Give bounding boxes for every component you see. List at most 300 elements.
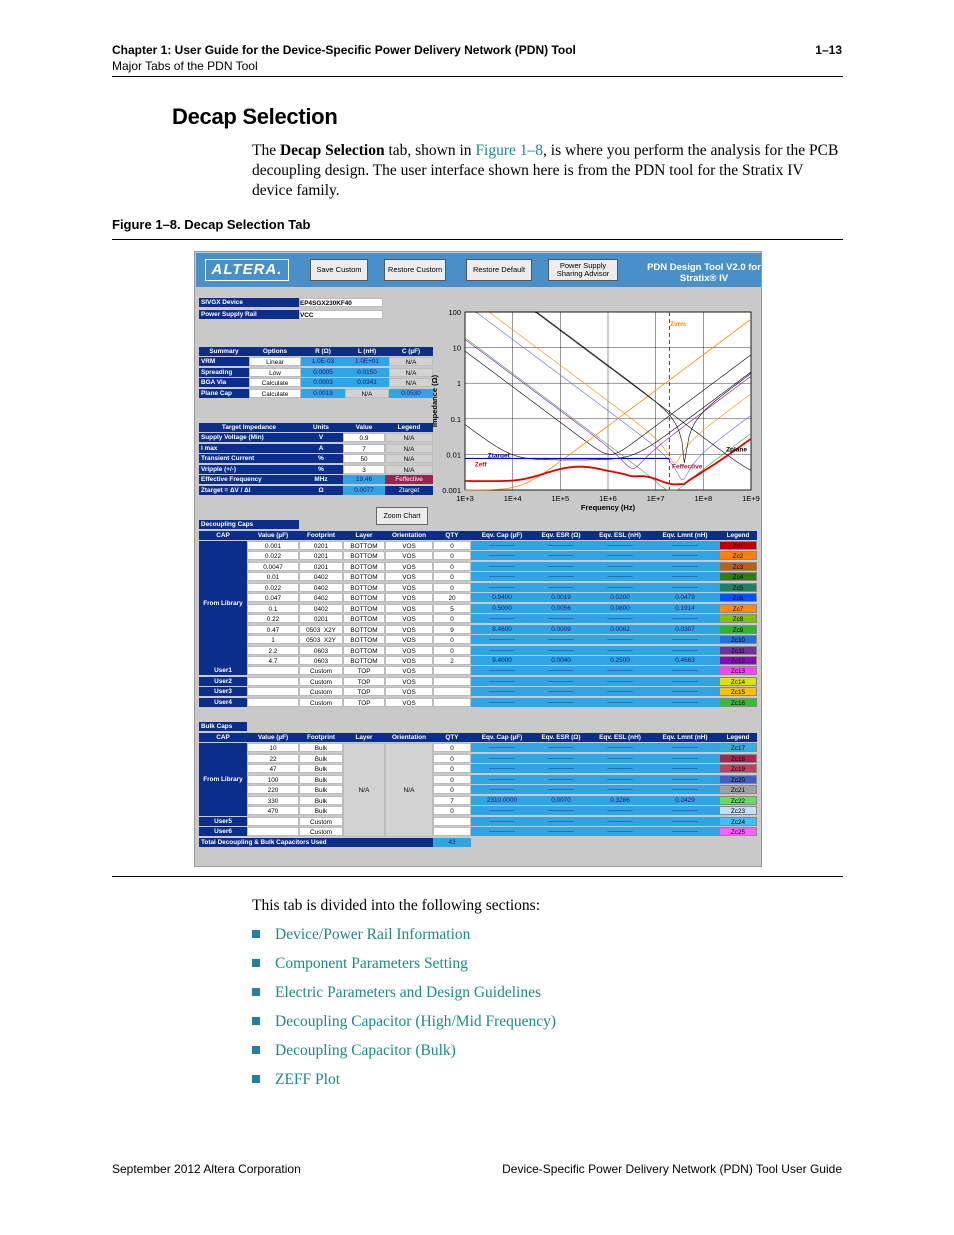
cap-cell[interactable] [433,666,471,675]
bulk-cell[interactable]: Bulk [299,754,343,763]
bulk-cell[interactable]: 0 [433,743,471,752]
legend-swatch: Zc15 [719,687,757,696]
bulk-cell[interactable]: Custom [299,817,343,826]
bulk-cell[interactable] [433,827,471,836]
figure-caption: Figure 1–8. Decap Selection Tab [112,217,311,232]
x-tick-label: 1E+6 [599,494,617,503]
target-cell: A [299,444,343,453]
altera-logo: ALTERA. [205,259,289,281]
cap-cell[interactable]: TOP [343,687,385,696]
bulk-cell: ------------ [589,764,651,773]
cap-cell[interactable]: 0.1 [247,604,299,613]
cap-cell[interactable]: BOTTOM [343,646,385,655]
summary-cell: 1.0E-03 [301,357,345,366]
decap-selection-screenshot [194,251,762,867]
cap-cell: 0.0009 [533,625,589,634]
cap-cell[interactable] [433,698,471,707]
bulk-cell[interactable]: 0 [433,754,471,763]
cap-cell: 0.4663 [651,656,719,665]
target-row-label: Transient Current [199,454,299,463]
cap-cell[interactable]: 0201 [299,541,343,550]
cap-cell[interactable] [433,687,471,696]
bulk-cell: 0.2429 [651,796,719,805]
summary-cell[interactable]: Low [249,368,301,377]
bulk-header: Eqv. Lmnt (nH) [651,733,719,742]
summary-row-label: Plane Cap [199,389,249,398]
figure-rule-top [112,239,843,240]
summary-header: Options [249,347,301,356]
legend-swatch: Zc9 [719,625,757,634]
cap-cell[interactable]: 0 [433,583,471,592]
summary-header: C (µF) [389,347,433,356]
bulk-cell: ------------ [533,743,589,752]
bulk-cell[interactable]: 0 [433,806,471,815]
legend-swatch: Zc22 [719,796,757,805]
bulk-cell[interactable]: 10 [247,743,299,752]
bulk-header: Orientation [385,733,433,742]
cap-cell[interactable]: VOS [385,646,433,655]
cap-cell: ------------ [589,551,651,560]
x-axis-label: Frequency (Hz) [580,503,636,512]
bulk-cell: ------------ [589,775,651,784]
target-header: Units [299,423,343,432]
summary-header: Summary [199,347,249,356]
legend-swatch: Zc19 [719,764,757,773]
section-link[interactable]: ZEFF Plot [275,1071,341,1088]
cap-cell[interactable] [433,677,471,686]
cap-cell[interactable]: 0 [433,635,471,644]
cap-cell[interactable]: BOTTOM [343,593,385,602]
target-cell: N/A [385,454,433,463]
cap-cell[interactable]: 0.01 [247,572,299,581]
cap-cell[interactable]: 0.022 [247,551,299,560]
section-link[interactable]: Device/Power Rail Information [275,926,471,943]
target-cell: 19.46 [343,475,385,484]
cap-cell[interactable]: BOTTOM [343,572,385,581]
cap-cell[interactable] [247,687,299,696]
cap-cell[interactable]: BOTTOM [343,541,385,550]
cap-cell: ------------ [651,677,719,686]
target-cell: N/A [385,465,433,474]
cap-cell[interactable]: VOS [385,583,433,592]
cap-cell[interactable]: Custom [299,687,343,696]
cap-cell[interactable]: BOTTOM [343,604,385,613]
bulk-cell[interactable]: 100 [247,775,299,784]
cap-cell[interactable] [247,677,299,686]
bullet-icon [252,1046,260,1054]
cap-cell[interactable]: TOP [343,698,385,707]
cap-cell[interactable]: VOS [385,677,433,686]
summary-cell: 0.0019 [301,389,345,398]
footer-left: September 2012 Altera Corporation [112,1162,301,1176]
list-item [252,954,556,983]
legend-swatch: Zc10 [719,635,757,644]
cap-cell[interactable]: BOTTOM [343,635,385,644]
cap-cell: ------------ [589,635,651,644]
cap-header: QTY [433,531,471,540]
summary-cell: N/A [389,368,433,377]
bulk-cell: ------------ [589,754,651,763]
cap-header: Eqv. ESL (nH) [589,531,651,540]
cap-cell[interactable]: 0 [433,562,471,571]
header-rule [112,76,843,77]
cap-cell: ------------ [533,687,589,696]
target-cell: Feffective [385,475,433,484]
cap-cell[interactable]: 0201 [299,614,343,623]
target-cell: MHz [299,475,343,484]
bulk-cell[interactable]: 47 [247,764,299,773]
target-cell: N/A [385,433,433,442]
cap-cell[interactable]: 0.22 [247,614,299,623]
chart-annotation: Zeff [474,461,487,469]
cap-cell[interactable]: VOS [385,562,433,571]
cap-cell[interactable]: VOS [385,604,433,613]
summary-row-label: VRM [199,357,249,366]
cap-header: Eqv. ESR (Ω) [533,531,589,540]
cap-cell[interactable] [247,666,299,675]
legend-swatch: Zc13 [719,666,757,675]
bulk-cell: ------------ [471,827,533,836]
cap-cell: ------------ [533,698,589,707]
cap-cell: ------------ [589,646,651,655]
legend-swatch: Zc18 [719,754,757,763]
target-cell[interactable]: 3 [343,465,385,474]
cap-cell[interactable]: BOTTOM [343,625,385,634]
target-cell: Ztarget [385,486,433,495]
cap-cell[interactable]: 0402 [299,583,343,592]
cap-cell[interactable]: 0503_X2Y [299,625,343,634]
summary-cell: N/A [389,357,433,366]
y-tick-label: 1 [456,379,461,389]
bulk-header: Eqv. ESL (nH) [589,733,651,742]
cap-cell[interactable]: BOTTOM [343,562,385,571]
cap-cell: 0.0307 [651,625,719,634]
cap-cell: 0.2500 [589,656,651,665]
section-list [252,925,556,1099]
legend-swatch: Zc5 [719,583,757,592]
y-tick-label: 0.01 [446,450,461,460]
legend-swatch: Zc12 [719,656,757,665]
section-link[interactable]: Decoupling Capacitor (High/Mid Frequency) [275,1013,557,1030]
y-tick-label: 0.1 [450,414,461,424]
target-cell[interactable]: 50 [343,454,385,463]
bulk-cell[interactable]: 22 [247,754,299,763]
legend-swatch: Zc25 [719,827,757,836]
bulk-header: Legend [719,733,757,742]
rail-value[interactable]: VCC [299,310,383,319]
bulk-cell: 2310.0000 [471,796,533,805]
cap-cell[interactable]: VOS [385,541,433,550]
cap-cell[interactable]: 0.001 [247,541,299,550]
restore-custom-button[interactable]: Restore Custom [384,259,446,281]
cap-cell[interactable]: 0402 [299,604,343,613]
cap-cell[interactable]: Custom [299,666,343,675]
cap-cell[interactable]: Custom [299,677,343,686]
target-cell: N/A [385,444,433,453]
cap-cell: ------------ [589,583,651,592]
bulk-cell[interactable]: 470 [247,806,299,815]
target-row-label: Effective Frequency [199,475,299,484]
restore-default-button[interactable]: Restore Default [466,259,532,281]
cap-header: Eqv. Lmnt (nH) [651,531,719,540]
cap-cell[interactable]: 0 [433,572,471,581]
bulk-cell: ------------ [471,764,533,773]
cap-cell: 0.0479 [651,593,719,602]
cap-cell[interactable]: 0 [433,551,471,560]
legend-swatch: Zc11 [719,646,757,655]
cap-cell[interactable]: 0603 [299,646,343,655]
bulk-cell[interactable]: Bulk [299,796,343,805]
cap-cell[interactable]: VOS [385,614,433,623]
cap-cell: 8.4600 [471,625,533,634]
cap-header: Layer [343,531,385,540]
cap-cell: ------------ [651,698,719,707]
cap-cell[interactable]: TOP [343,666,385,675]
cap-cell[interactable]: BOTTOM [343,656,385,665]
header-section: Major Tabs of the PDN Tool [112,59,258,73]
cap-cell[interactable] [247,698,299,707]
target-cell[interactable]: 0.9 [343,433,385,442]
cap-cell[interactable]: 0603 [299,656,343,665]
target-cell: Ω [299,486,343,495]
cap-cell[interactable]: 0402 [299,572,343,581]
cap-cell: ------------ [471,572,533,581]
section-title: Decap Selection [172,104,338,129]
summary-cell: 0.0150 [345,368,389,377]
bulk-cell: ------------ [589,817,651,826]
cap-cell: ------------ [651,551,719,560]
target-header: Value [343,423,385,432]
cap-cell: ------------ [589,677,651,686]
summary-row-label: Spreading [199,368,249,377]
bulk-cell[interactable]: Bulk [299,764,343,773]
summary-cell: 0.0003 [301,378,345,387]
cap-cell[interactable]: BOTTOM [343,551,385,560]
section-link[interactable]: Electric Parameters and Design Guidelines [275,984,541,1001]
summary-cell[interactable]: Calculate [249,389,301,398]
y-tick-label: 10 [452,343,461,353]
list-item [252,1041,556,1070]
target-cell[interactable]: 7 [343,444,385,453]
bulk-cell[interactable]: Bulk [299,743,343,752]
legend-swatch: Zc14 [719,677,757,686]
x-tick-label: 1E+7 [646,494,665,503]
cap-cell[interactable]: 0201 [299,551,343,560]
bulk-cell[interactable]: 0 [433,785,471,794]
cap-cell[interactable]: VOS [385,698,433,707]
cap-cell[interactable]: 4.7 [247,656,299,665]
summary-cell[interactable]: Calculate [249,378,301,387]
cap-cell[interactable]: Custom [299,698,343,707]
bulk-header: Layer [343,733,385,742]
sections-intro: This tab is divided into the following sections: [252,897,541,914]
cap-cell[interactable]: VOS [385,656,433,665]
cap-cell[interactable]: 0201 [299,562,343,571]
device-value[interactable]: EP4SGX230KF40 [299,298,383,307]
cap-cell[interactable]: TOP [343,677,385,686]
section-link[interactable]: Component Parameters Setting [275,955,468,972]
section-link[interactable]: Decoupling Capacitor (Bulk) [275,1042,456,1059]
cap-cell: ------------ [651,646,719,655]
bulk-header: Value (µF) [247,733,299,742]
cap-cell[interactable]: VOS [385,593,433,602]
legend-swatch: Zc6 [719,593,757,602]
cap-cell: ------------ [471,677,533,686]
bulk-cell[interactable]: 7 [433,796,471,805]
bulk-cell: ------------ [651,754,719,763]
summary-cell[interactable]: Linear [249,357,301,366]
cap-cell[interactable]: 20 [433,593,471,602]
cap-cell[interactable]: VOS [385,635,433,644]
bulk-orient-na: N/A [385,743,433,837]
bulk-cell: User5 [199,817,247,826]
cap-cell[interactable]: 0 [433,614,471,623]
cap-cell[interactable]: 5 [433,604,471,613]
cap-cell: ------------ [471,646,533,655]
bulk-cell: ------------ [471,785,533,794]
cap-header: Orientation [385,531,433,540]
target-row-label: Supply Voltage (Min) [199,433,299,442]
cap-cell[interactable]: 1 [247,635,299,644]
bulk-cell: ------------ [651,764,719,773]
cap-cell: 0.5000 [471,604,533,613]
target-cell: % [299,465,343,474]
cap-cell: 9.4000 [471,656,533,665]
cap-cell[interactable]: 0 [433,541,471,550]
legend-swatch: Zc2 [719,551,757,560]
bulk-cell: 0.0070 [533,796,589,805]
cap-cell: 0.0800 [589,604,651,613]
cap-header: Legend [719,531,757,540]
list-item [252,983,556,1012]
bulk-cell[interactable]: Bulk [299,806,343,815]
bulk-title: Bulk Caps [199,722,247,731]
target-header: Legend [385,423,433,432]
bulk-cell: 0.3286 [589,796,651,805]
cap-cell[interactable]: BOTTOM [343,614,385,623]
cap-cell[interactable]: 2.2 [247,646,299,655]
cap-cell: 0.9400 [471,593,533,602]
save-custom-button[interactable]: Save Custom [310,259,368,281]
cap-cell[interactable]: VOS [385,572,433,581]
bulk-cell: ------------ [651,806,719,815]
cap-header: Value (µF) [247,531,299,540]
legend-swatch: Zc3 [719,562,757,571]
bulk-cell[interactable] [433,817,471,826]
summary-cell: N/A [389,378,433,387]
cap-cell[interactable]: 0.0047 [247,562,299,571]
x-tick-label: 1E+4 [503,494,522,503]
cap-cell[interactable]: VOS [385,666,433,675]
cap-cell[interactable]: 0.022 [247,583,299,592]
cap-cell[interactable]: 0503_X2Y [299,635,343,644]
footer-right: Device-Specific Power Delivery Network (PDN) Tool User Guide [502,1162,842,1176]
cap-cell: ------------ [589,572,651,581]
cap-cell[interactable]: VOS [385,551,433,560]
cap-cell[interactable]: 0402 [299,593,343,602]
cap-cell[interactable]: 0.47 [247,625,299,634]
bulk-cell[interactable]: 0 [433,775,471,784]
cap-header: Footprint [299,531,343,540]
bulk-cell: ------------ [471,817,533,826]
bulk-cell[interactable]: Custom [299,827,343,836]
cap-cell: ------------ [651,687,719,696]
cap-cell: ------------ [651,614,719,623]
cap-cell[interactable]: 2 [433,656,471,665]
cap-cell[interactable]: 0.047 [247,593,299,602]
cap-cell: ------------ [651,562,719,571]
bulk-cell: ------------ [651,827,719,836]
bulk-cell: ------------ [533,827,589,836]
bulk-cell[interactable]: 220 [247,785,299,794]
cap-cell: ------------ [533,541,589,550]
bulk-header: Footprint [299,733,343,742]
cap-cell[interactable]: BOTTOM [343,583,385,592]
cap-cell[interactable]: VOS [385,687,433,696]
y-tick-label: 100 [448,308,461,317]
cap-cell: ------------ [471,698,533,707]
cap-cell: 0.0019 [533,593,589,602]
bulk-cell[interactable]: 0 [433,764,471,773]
bulk-cell[interactable] [247,827,299,836]
rail-label: Power Supply Rail [199,310,299,319]
cap-cell[interactable]: VOS [385,625,433,634]
legend-swatch: Zc1 [719,541,757,550]
list-item [252,1012,556,1041]
cap-cell: ------------ [651,572,719,581]
bulk-cell: ------------ [471,743,533,752]
cap-cell: ------------ [589,562,651,571]
bulk-cell: ------------ [471,754,533,763]
bulk-cell: ------------ [533,817,589,826]
cap-cell: ------------ [533,572,589,581]
cap-cell: 0.0062 [589,625,651,634]
bulk-cell[interactable] [247,817,299,826]
cap-cell: User4 [199,698,247,707]
summary-header: L (nH) [345,347,389,356]
bulk-cell: ------------ [471,806,533,815]
intro-paragraph [252,141,842,201]
target-row-label: Ztarget = ΔV / ΔI [199,486,299,495]
zoom-chart-button[interactable]: Zoom Chart [376,507,428,525]
cap-cell: ------------ [589,687,651,696]
bulk-cell: ------------ [533,785,589,794]
bulk-cell: ------------ [651,785,719,794]
figure-link[interactable]: Figure 1–8 [475,142,544,159]
bulk-cell: ------------ [589,806,651,815]
cap-cell[interactable]: 0 [433,646,471,655]
from-library-label: From Library [199,743,247,816]
power-supply-sharing-advisor-button[interactable]: Power Supply Sharing Advisor [548,259,618,281]
intro-text: , is where you perform the analysis for the PCB decoupling design. The user interface shown here is from the PDN tool for the Stratix IV device family. [252,142,839,199]
bulk-cell[interactable]: 330 [247,796,299,805]
legend-swatch: Zc24 [719,817,757,826]
bulk-cell[interactable]: Bulk [299,775,343,784]
summary-cell: 1.0E+01 [345,357,389,366]
chart-annotation: Zvrm [670,321,686,329]
cap-cell: User2 [199,677,247,686]
legend-swatch: Zc23 [719,806,757,815]
toolbar [196,253,761,287]
x-tick-label: 1E+9 [742,494,760,503]
bulk-cell: ------------ [589,743,651,752]
target-row-label: Vripple (+/-) [199,465,299,474]
bulk-cell[interactable]: Bulk [299,785,343,794]
cap-cell: ------------ [533,551,589,560]
cap-cell[interactable]: 9 [433,625,471,634]
summary-cell: 0.0530 [389,389,433,398]
target-header: Target Impedance [199,423,299,432]
